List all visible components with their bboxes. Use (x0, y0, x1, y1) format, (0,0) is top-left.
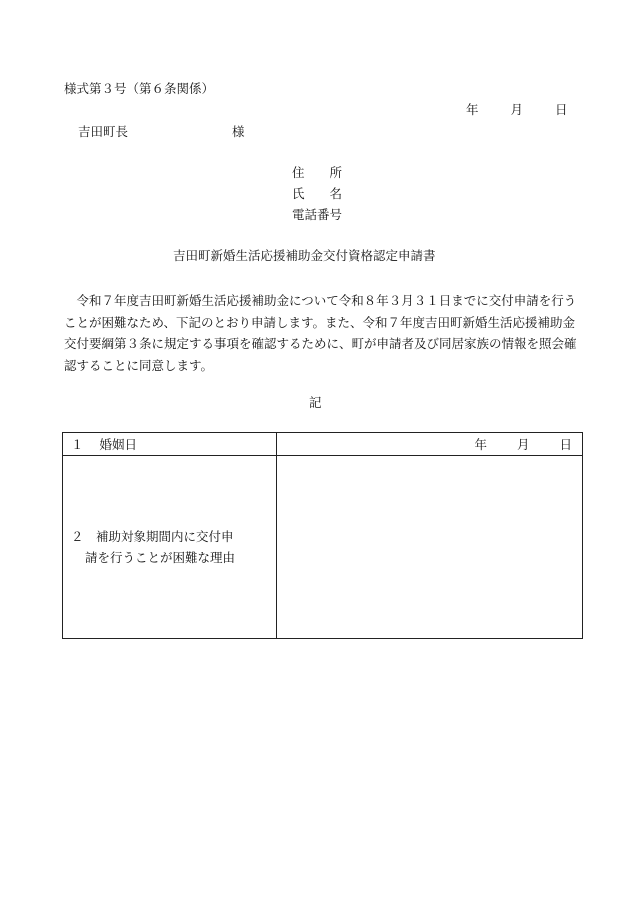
marriage-date-label (63, 433, 277, 456)
reason-label-line1: ２ 補助対象期間内に交付申 (71, 529, 234, 544)
reason-field[interactable] (277, 456, 583, 639)
document-title: 吉田町新婚生活応援補助金交付資格認定申請書 (173, 248, 436, 263)
marriage-day-label: 日 (559, 437, 572, 452)
application-date (466, 104, 568, 117)
body-paragraph: 令和７年度吉田町新婚生活応援補助金について令和８年３月３１日までに交付申請を行うことが困難なため、下記のとおり申請します。また、令和７年度吉田町新婚生活応援補助金交付要綱第３条に規定する事項を確認するために、町が申請者及び同居家族の情報を照会確認することに同意します。 (64, 293, 577, 373)
addressee-name: 吉田町長 (78, 124, 129, 139)
address-label: 住 所 (292, 165, 343, 180)
addressee-suffix: 様 (232, 124, 245, 139)
row-number: １ (71, 437, 84, 452)
ki-heading: 記 (309, 395, 322, 410)
marriage-year-label: 年 (474, 437, 487, 452)
marriage-date-text: 婚姻日 (99, 437, 138, 452)
addressee (78, 126, 245, 139)
name-label: 氏 名 (292, 186, 343, 201)
table-row (63, 433, 583, 456)
date-month-label: 月 (510, 102, 524, 117)
marriage-month-label: 月 (516, 437, 530, 452)
marriage-date-field[interactable] (277, 433, 583, 456)
reason-label-line2: 請を行うことが困難な理由 (85, 550, 236, 565)
date-day-label: 日 (555, 102, 568, 117)
phone-label: 電話番号 (292, 207, 343, 222)
reason-label (63, 456, 277, 639)
record-table (62, 432, 583, 639)
form-number: 様式第３号（第６条関係） (64, 81, 215, 96)
table-row (63, 456, 583, 639)
date-year-label: 年 (466, 102, 479, 117)
